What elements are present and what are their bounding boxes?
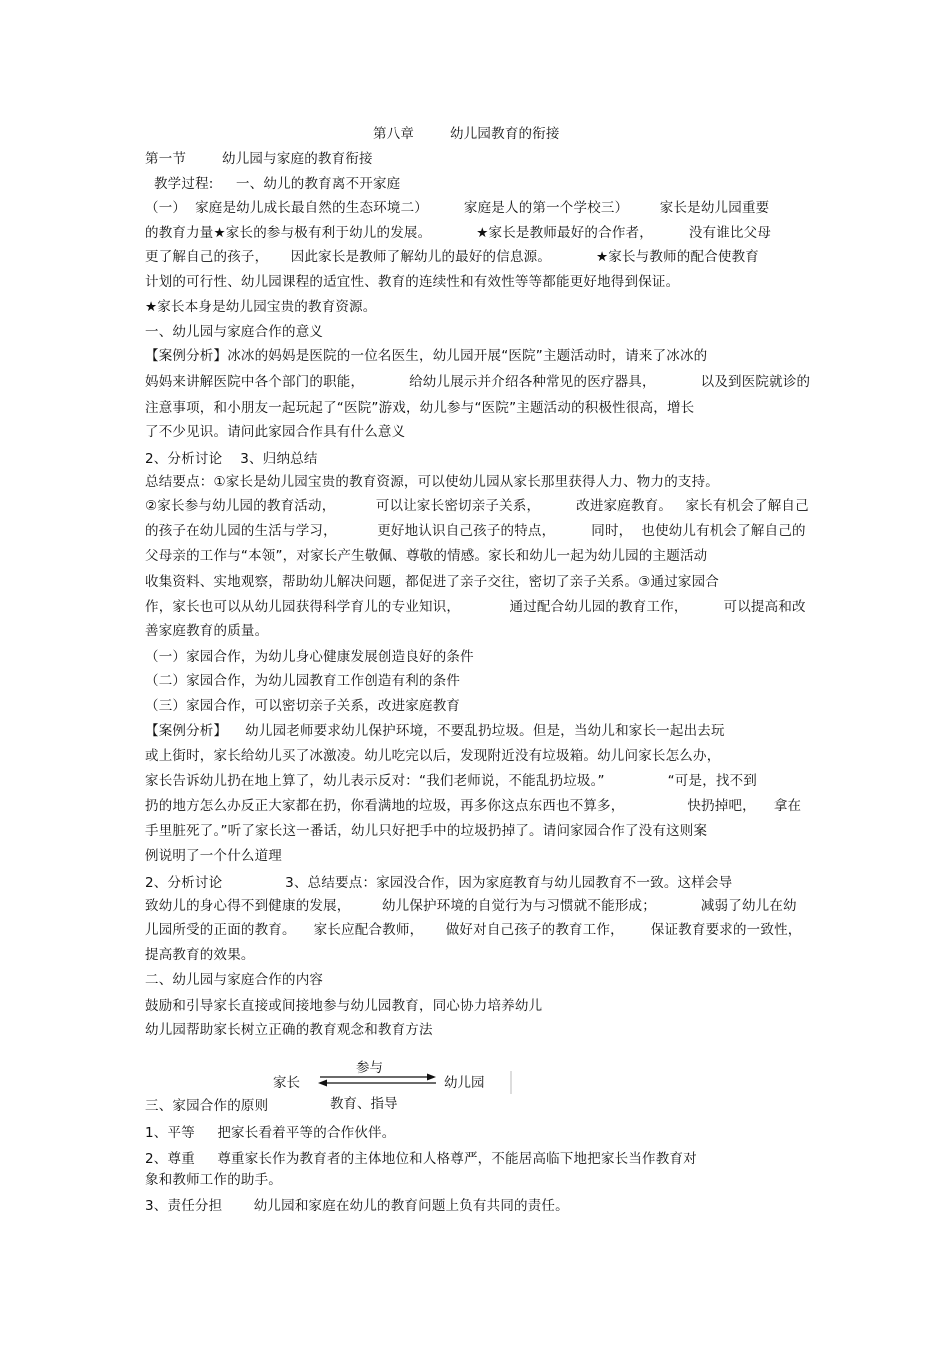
- text-line: ★家长本身是幼儿园宝贵的教育资源。: [145, 299, 377, 315]
- text-line: 妈妈来讲解医院中各个部门的职能， 给幼儿展示并介绍各种常见的医疗器具， 以及到医院就诊的: [145, 374, 811, 390]
- text-line: 2、分析讨论 3、归纳总结: [145, 451, 318, 467]
- text-line: 父母亲的工作与“本领”，对家长产生敬佩、尊敬的情感。家长和幼儿一起为幼儿园的主题活动: [145, 548, 708, 564]
- text-line: 第一节 幼儿园与家庭的教育衔接: [145, 151, 373, 167]
- text-line: 的教育力量★家长的参与极有利于幼儿的发展。 ★家长是教师最好的合作者， 没有谁比父母: [145, 225, 772, 241]
- text-line: 教学过程: 一、幼儿的教育离不开家庭: [145, 176, 401, 192]
- arrow-head-right-icon: [427, 1074, 436, 1081]
- text-line: 了不少见识。请问此家园合作具有什么意义: [145, 424, 406, 440]
- text-line: 致幼儿的身心得不到健康的发展， 幼儿保护环境的自觉行为与习惯就不能形成； 减弱了幼儿在幼: [145, 898, 797, 914]
- text-line: 总结要点：①家长是幼儿园宝贵的教育资源，可以使幼儿园从家长那里获得人力、物力的支持。: [145, 474, 720, 490]
- arrow-head-left-icon: [318, 1080, 327, 1087]
- text-line: 的孩子在幼儿园的生活与学习， 更好地认识自己孩子的特点， 同时， 也使幼儿有机会了解自己的: [145, 523, 806, 539]
- diagram-left-label: 家长: [273, 1075, 300, 1091]
- text-line: 儿园所受的正面的教育。 家长应配合教师， 做好对自己孩子的教育工作， 保证教育要求的一致性，: [145, 922, 802, 938]
- text-line: （一） 家庭是幼儿成长最自然的生态环境二） 家庭是人的第一个学校三） 家长是幼儿园重要: [145, 200, 770, 216]
- text-line: 例说明了一个什么道理: [145, 848, 282, 864]
- text-line: （一）家园合作，为幼儿身心健康发展创造良好的条件: [145, 649, 474, 665]
- text-line: （二）家园合作，为幼儿园教育工作创造有利的条件: [145, 673, 461, 689]
- diagram-bottom-label: 教育、指导: [330, 1096, 398, 1112]
- text-line: 手里脏死了。”听了家长这一番话，幼儿只好把手中的垃圾扔掉了。请问家园合作了没有这则案: [145, 823, 708, 839]
- diagram-top-label: 参与: [356, 1060, 383, 1076]
- section-heading: 三、家园合作的原则: [145, 1098, 269, 1114]
- text-line: 幼儿园帮助家长树立正确的教育观念和教育方法: [145, 1022, 433, 1038]
- text-line: （三）家园合作，可以密切亲子关系，改进家庭教育: [145, 698, 461, 714]
- diagram-right-label: 幼儿园: [444, 1075, 485, 1091]
- text-line: 作，家长也可以从幼儿园获得科学育儿的专业知识， 通过配合幼儿园的教育工作， 可以提高和改: [145, 599, 806, 615]
- text-line: 象和教师工作的助手。: [145, 1172, 282, 1188]
- text-line: 更了解自己的孩子， 因此家长是教师了解幼儿的最好的信息源。 ★家长与教师的配合使教育: [145, 249, 759, 265]
- text-line: 3、责任分担 幼儿园和家庭在幼儿的教育问题上负有共同的责任。: [145, 1198, 569, 1214]
- text-line: 扔的地方怎么办反正大家都在扔，你看满地的垃圾，再多你这点东西也不算多， 快扔掉吧， 拿在: [145, 798, 802, 814]
- text-line: ②家长参与幼儿园的教育活动， 可以让家长密切亲子关系， 改进家庭教育。 家长有机会了解自己: [145, 498, 809, 514]
- text-line: 2、分析讨论 3、总结要点：家园没合作，因为家庭教育与幼儿园教育不一致。这样会导: [145, 875, 733, 891]
- section-heading: 一、幼儿园与家庭合作的意义: [145, 324, 324, 340]
- text-line: 收集资料、实地观察，帮助幼儿解决问题，都促进了亲子交往，密切了亲子关系。③通过家园合: [145, 574, 720, 590]
- text-line: 【案例分析】冰冰的妈妈是医院的一位名医生，幼儿园开展“医院”主题活动时，请来了冰冰的: [145, 348, 708, 364]
- text-line: 1、平等 把家长看着平等的合作伙伴。: [145, 1125, 396, 1141]
- text-line: 善家庭教育的质量。: [145, 623, 269, 639]
- text-line: 提高教育的效果。: [145, 947, 255, 963]
- chapter-title: 第八章 幼儿园教育的衔接: [373, 126, 560, 142]
- text-line: 或上街时，家长给幼儿买了冰激凌。幼儿吃完以后，发现附近没有垃圾箱。幼儿问家长怎么办，: [145, 748, 721, 764]
- text-line: 家长告诉幼儿扔在地上算了，幼儿表示反对：“我们老师说，不能乱扔垃圾。” “可是，找不到: [145, 773, 758, 789]
- text-line: 鼓励和引导家长直接或间接地参与幼儿园教育，同心协力培养幼儿: [145, 998, 543, 1014]
- text-line: 计划的可行性、幼儿园课程的适宜性、教育的连续性和有效性等等都能更好地得到保证。: [145, 274, 680, 290]
- text-line: 【案例分析】 幼儿园老师要求幼儿保护环境，不要乱扔垃圾。但是，当幼儿和家长一起出去玩: [145, 723, 725, 739]
- section-heading: 二、幼儿园与家庭合作的内容: [145, 972, 324, 988]
- text-line: 2、尊重 尊重家长作为教育者的主体地位和人格尊严，不能居高临下地把家长当作教育对: [145, 1151, 697, 1167]
- text-line: 注意事项，和小朋友一起玩起了“医院”游戏，幼儿参与“医院”主题活动的积极性很高，增长: [145, 400, 695, 416]
